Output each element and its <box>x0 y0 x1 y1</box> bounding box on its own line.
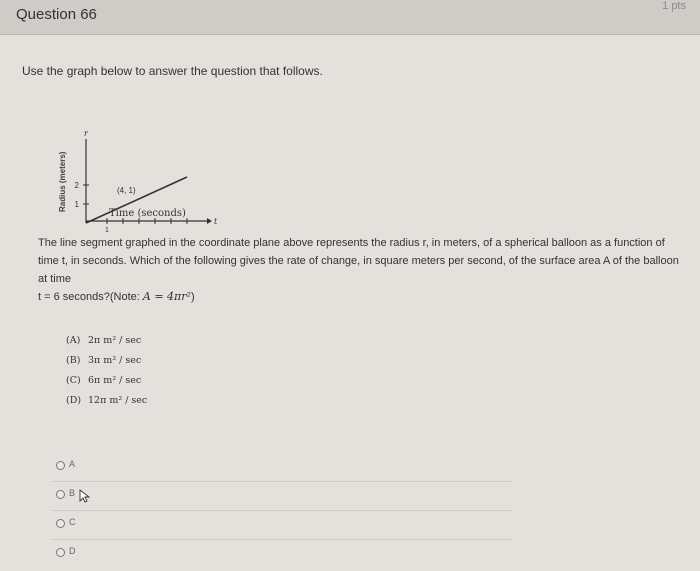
question-header <box>0 0 700 35</box>
question-body <box>0 35 700 571</box>
answer-options <box>52 453 512 568</box>
radio-button[interactable] <box>56 461 65 470</box>
question-title: Question 66 <box>16 6 97 23</box>
question-closing: ) <box>190 291 195 303</box>
point-label: (4, 1) <box>117 186 136 195</box>
answer-label: C <box>69 517 76 527</box>
answer-option-b[interactable] <box>52 482 512 511</box>
points-label: 1 pts <box>662 0 686 12</box>
x-axis-arrow <box>207 218 212 224</box>
x-axis-label: Time (seconds) <box>109 208 186 219</box>
x-axis-var: t <box>214 217 218 226</box>
radio-button[interactable] <box>56 490 65 499</box>
choice-b: (B) 3π m² / sec <box>66 355 142 366</box>
answer-label: B <box>69 488 76 498</box>
y-tick-label-1: 1 <box>74 200 79 209</box>
question-formula: A = 4πr² <box>142 290 191 303</box>
answer-label: D <box>69 546 76 556</box>
answer-option-a[interactable] <box>52 453 512 482</box>
radio-button[interactable] <box>56 519 65 528</box>
choice-a: (A) 2π m² / sec <box>66 335 142 346</box>
question-text: The line segment graphed in the coordinate plane above represents the radius r, in meters, of a spherical balloon as a function of time t, in seconds. Which of the following gives the rate of change, in square meters per second, of the surface area A of the balloon at time <box>38 237 679 285</box>
answer-option-c[interactable] <box>52 511 512 540</box>
answer-option-d[interactable] <box>52 540 512 568</box>
y-axis-label: Radius (meters) <box>58 151 67 212</box>
choice-d: (D) 12π m² / sec <box>66 395 148 406</box>
radio-button[interactable] <box>56 548 65 557</box>
answer-label: A <box>69 459 76 469</box>
y-axis-var: r <box>84 129 88 138</box>
x-tick-label-1: 1 <box>105 227 109 232</box>
question-time: t = 6 seconds?(Note: <box>38 291 143 303</box>
choice-c: (C) 6π m² / sec <box>66 375 142 386</box>
intro-text: Use the graph below to answer the question that follows. <box>22 64 323 78</box>
question-paragraph <box>38 234 688 306</box>
y-tick-label-2: 2 <box>74 181 79 190</box>
choice-list <box>66 331 147 411</box>
mouse-cursor-icon <box>79 489 91 503</box>
